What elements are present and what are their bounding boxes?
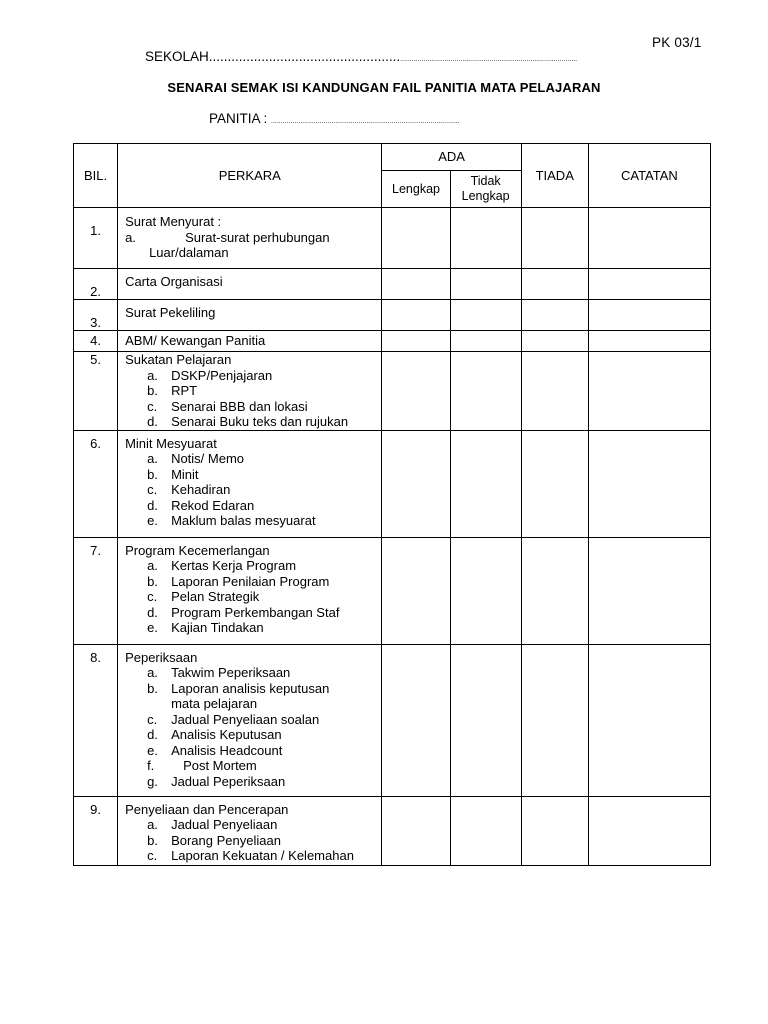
sub-item-text: DSKP/Penjajaran: [171, 367, 273, 383]
document-title: SENARAI SEMAK ISI KANDUNGAN FAIL PANITIA MATA PELAJARAN: [167, 80, 601, 95]
sub-item-text: Analisis Keputusan: [171, 727, 282, 742]
sub-item: [125, 696, 381, 712]
sub-item: [125, 482, 381, 498]
sub-item-text: Kertas Kerja Program: [171, 558, 297, 573]
sub-item-letter: a.: [125, 229, 136, 245]
cell-tidak-lengkap[interactable]: [450, 537, 521, 644]
sub-item: [125, 727, 381, 743]
sub-item-text: Program Perkembangan Staf: [171, 604, 340, 620]
cell-lengkap[interactable]: [382, 352, 450, 431]
sub-item: [125, 848, 381, 864]
header-catatan: CATATAN: [588, 144, 710, 208]
row-title: Program Kecemerlangan: [125, 542, 270, 558]
sub-item-letter: b.: [147, 680, 158, 696]
sub-item-letter: d.: [147, 604, 158, 620]
sub-item-letter: a.: [147, 665, 158, 680]
checklist-table: [73, 143, 711, 866]
sub-item: [125, 451, 381, 467]
header-tidak-lengkap-line2: Lengkap: [461, 189, 510, 203]
cell-lengkap[interactable]: [382, 537, 450, 644]
sub-item: [125, 712, 381, 728]
cell-tiada[interactable]: [521, 300, 588, 331]
school-dots-fine: ...........................................................................................: [400, 56, 578, 63]
sub-item-text: RPT: [171, 383, 198, 398]
cell-lengkap[interactable]: [382, 300, 450, 331]
cell-tiada[interactable]: [521, 352, 588, 431]
sub-item-list: [125, 558, 381, 636]
row-number: 5.: [74, 352, 118, 431]
sub-item: [125, 558, 381, 574]
table-header: [74, 144, 711, 208]
sub-item-text: Jadual Penyeliaan soalan: [171, 711, 320, 727]
sub-item: [125, 383, 381, 399]
row-number: 7.: [74, 537, 118, 644]
sub-item-letter: b.: [147, 383, 158, 398]
sub-item-text: Minit: [171, 466, 199, 482]
sub-item-letter: b.: [147, 466, 158, 482]
row-title: ABM/ Kewangan Panitia: [125, 333, 266, 349]
table-row: [74, 537, 711, 644]
sub-item-text: Laporan Kekuatan / Kelemahan: [171, 848, 354, 863]
sub-item-text: Rekod Edaran: [171, 497, 255, 513]
row-number: 1.: [74, 208, 118, 269]
sub-item-letter: d.: [147, 497, 158, 513]
cell-tiada[interactable]: [521, 644, 588, 796]
row-number: 4.: [74, 331, 118, 352]
row-perkara: [118, 208, 382, 269]
sub-item-letter: d.: [147, 727, 158, 742]
school-line: [145, 49, 577, 64]
row-perkara: [118, 796, 382, 865]
row-title: Minit Mesyuarat: [125, 435, 217, 451]
sub-item-text: Jadual Penyeliaan: [171, 817, 278, 832]
sub-item: [125, 774, 381, 790]
row-number: 2.: [74, 269, 118, 300]
sub-item-text: Laporan analisis keputusan: [171, 680, 330, 696]
sub-item-text: Notis/ Memo: [171, 451, 245, 466]
sub-item: [125, 589, 381, 605]
sub-item: [125, 230, 381, 246]
sub-item-letter: c.: [147, 848, 158, 863]
table-row: [74, 796, 711, 865]
sub-item: [125, 605, 381, 621]
row-number: 3.: [74, 300, 118, 331]
sub-item: [125, 574, 381, 590]
sub-item-list: [125, 368, 381, 430]
row-perkara: [118, 352, 382, 431]
table-row: [74, 644, 711, 796]
cell-tiada[interactable]: [521, 269, 588, 300]
header-tidak-lengkap: [450, 171, 521, 208]
row-title: Surat Menyurat :: [125, 214, 222, 229]
row-title: Carta Organisasi: [125, 274, 223, 289]
sub-item-text: Senarai Buku teks dan rujukan: [171, 414, 349, 429]
row-number: 8.: [74, 644, 118, 796]
cell-tidak-lengkap[interactable]: [450, 430, 521, 537]
sub-item-text: mata pelajaran: [171, 696, 258, 711]
row-title: Peperiksaan: [125, 649, 198, 665]
sub-item-list: [125, 665, 381, 789]
header-perkara: PERKARA: [118, 144, 382, 208]
sub-item: [125, 467, 381, 483]
sub-item-letter: d.: [147, 414, 158, 429]
cell-tiada[interactable]: [521, 208, 588, 269]
sub-item-list: [125, 451, 381, 529]
cell-catatan[interactable]: [588, 300, 710, 331]
sub-item-text: Analisis Headcount: [171, 742, 283, 758]
row-perkara: [118, 300, 382, 331]
sub-item-letter: c.: [147, 482, 158, 497]
cell-catatan[interactable]: [588, 796, 710, 865]
table-row: [74, 430, 711, 537]
sub-item: [125, 620, 381, 636]
header-tiada: TIADA: [521, 144, 588, 208]
school-dots: ...................................................: [208, 49, 401, 64]
sub-item-text: Takwim Peperiksaan: [171, 665, 291, 680]
sub-item-text: Kehadiran: [171, 482, 231, 497]
sub-item-letter: a.: [147, 817, 158, 832]
sub-item-text: Borang Penyeliaan: [171, 832, 281, 848]
sub-item: [125, 498, 381, 514]
sub-item-text: Surat-surat perhubungan: [185, 229, 330, 245]
cell-tidak-lengkap[interactable]: [450, 352, 521, 431]
sub-item-letter: g.: [147, 773, 158, 789]
sub-item: [125, 833, 381, 849]
sub-item: [125, 758, 381, 774]
sub-item: [125, 681, 381, 697]
cell-catatan[interactable]: [588, 430, 710, 537]
cell-tiada[interactable]: [521, 430, 588, 537]
cell-tiada[interactable]: [521, 331, 588, 352]
sub-item-text: Kajian Tindakan: [171, 620, 264, 635]
cell-lengkap[interactable]: [382, 269, 450, 300]
row-perkara: [118, 331, 382, 352]
table-body: [74, 208, 711, 866]
sub-item-letter: a.: [147, 367, 158, 383]
row-title: Surat Pekeliling: [125, 305, 216, 320]
cell-lengkap[interactable]: [382, 644, 450, 796]
sub-item-letter: a.: [147, 451, 158, 466]
row-number: 6.: [74, 430, 118, 537]
sub-item-text: Jadual Peperiksaan: [171, 773, 286, 789]
sub-item-letter: e.: [147, 620, 158, 635]
cell-tiada[interactable]: [521, 796, 588, 865]
row-perkara: [118, 269, 382, 300]
sub-item-letter: c.: [147, 398, 158, 414]
panitia-line: [209, 111, 460, 126]
cell-catatan[interactable]: [588, 537, 710, 644]
sub-item-text: Senarai BBB dan lokasi: [171, 398, 308, 414]
sub-item-letter: c.: [147, 711, 158, 727]
header-bil: BIL.: [74, 144, 118, 208]
cell-catatan[interactable]: [588, 208, 710, 269]
row-title: Sukatan Pelajaran: [125, 352, 232, 367]
cell-tidak-lengkap[interactable]: [450, 208, 521, 269]
sub-item-text: Laporan Penilaian Program: [171, 573, 330, 589]
cell-tidak-lengkap[interactable]: [450, 796, 521, 865]
cell-catatan[interactable]: [588, 269, 710, 300]
sub-item-text: Maklum balas mesyuarat: [171, 513, 316, 528]
sub-item-letter: b.: [147, 832, 158, 848]
sub-item-text: Pelan Strategik: [171, 589, 260, 604]
header-tidak-lengkap-line1: Tidak: [470, 174, 501, 188]
table-row: [74, 300, 711, 331]
cell-tidak-lengkap[interactable]: [450, 644, 521, 796]
sub-item-letter: a.: [147, 558, 158, 573]
row-perkara: [118, 430, 382, 537]
header-lengkap: Lengkap: [382, 171, 450, 208]
cell-catatan[interactable]: [588, 331, 710, 352]
row-title: Penyeliaan dan Pencerapan: [125, 801, 289, 817]
row-number: 9.: [74, 796, 118, 865]
row-perkara: [118, 537, 382, 644]
sub-item-text: Post Mortem: [183, 758, 257, 773]
cell-lengkap[interactable]: [382, 430, 450, 537]
school-label: SEKOLAH: [145, 49, 209, 64]
sub-item-letter: c.: [147, 589, 158, 604]
sub-item-letter: e.: [147, 742, 158, 758]
cell-tidak-lengkap[interactable]: [450, 300, 521, 331]
header-ada: ADA: [382, 144, 521, 171]
cell-catatan[interactable]: [588, 352, 710, 431]
sub-item: [125, 665, 381, 681]
sub-item: [125, 368, 381, 384]
sub-item-letter: b.: [147, 573, 158, 589]
cell-tiada[interactable]: [521, 537, 588, 644]
sub-item: [125, 245, 381, 261]
sub-item: [125, 817, 381, 833]
sub-item-letter: e.: [147, 513, 158, 528]
sub-item-text: Luar/dalaman: [149, 245, 229, 260]
sub-item-letter: f.: [147, 758, 155, 773]
sub-item: [125, 414, 381, 430]
document-code: PK 03/1: [652, 35, 702, 50]
sub-item-list: [125, 230, 381, 261]
sub-item-list: [125, 817, 381, 864]
table-row: [74, 331, 711, 352]
cell-tidak-lengkap[interactable]: [450, 331, 521, 352]
sub-item: [125, 743, 381, 759]
cell-lengkap[interactable]: [382, 331, 450, 352]
table-row: [74, 352, 711, 431]
sub-item: [125, 513, 381, 529]
table-row: [74, 269, 711, 300]
table-row: [74, 208, 711, 269]
cell-lengkap[interactable]: [382, 796, 450, 865]
cell-lengkap[interactable]: [382, 208, 450, 269]
cell-tidak-lengkap[interactable]: [450, 269, 521, 300]
row-perkara: [118, 644, 382, 796]
panitia-label: PANITIA :: [209, 111, 268, 126]
cell-catatan[interactable]: [588, 644, 710, 796]
sub-item: [125, 399, 381, 415]
panitia-dots: .................................................................................................: [271, 118, 460, 125]
